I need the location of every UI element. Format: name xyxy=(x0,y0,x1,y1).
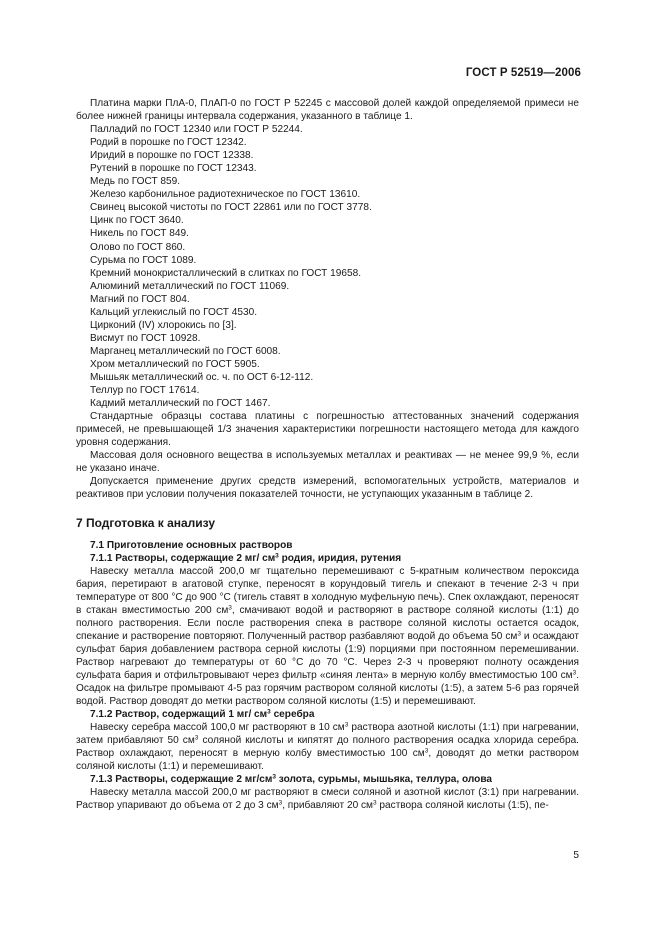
list-item: Цинк по ГОСТ 3640. xyxy=(90,215,184,227)
list-item: Рутений в порошке по ГОСТ 12343. xyxy=(90,163,257,175)
list-item: Палладий по ГОСТ 12340 или ГОСТ Р 52244. xyxy=(90,124,303,136)
list-item: Сурьма по ГОСТ 1089. xyxy=(90,254,197,266)
heading-text: 7.1.3 Растворы, содержащие 2 мг/см xyxy=(90,774,273,786)
list-item: Мышьяк металлический ос. ч. по ОСТ 6-12-112. xyxy=(90,371,314,383)
subsection-7-1-3-heading xyxy=(76,773,579,786)
text-span: , доводят до метки раствором соляной кислоты (1:1) и перемешивают. xyxy=(76,748,579,773)
text-span: . Осадок на фильтре промывают 4-5 раз горячим раствором соляной кислоты (1:5), а затем 5-6 раз горячей водой. Раствор доводят до метки раствором соляной кислоты (1:5) и перемешивают. xyxy=(76,669,579,708)
list-item: Никель по ГОСТ 849. xyxy=(90,228,189,240)
purity-paragraph: Массовая доля основного вещества в используемых металлах и реактивах — не менее 99,9 %, если не указано иначе. xyxy=(76,450,579,475)
superscript: 3 xyxy=(572,669,577,677)
text-span: раствора азотной кислоты (1:1) при нагревании, затем прибавляют 50 см xyxy=(76,722,579,747)
list-item: Висмут по ГОСТ 10928. xyxy=(90,332,201,344)
list-item: Цирконий (IV) хлорокись по [3]. xyxy=(90,319,237,331)
list-item: Железо карбонильное радиотехническое по ГОСТ 13610. xyxy=(90,189,361,201)
page-content xyxy=(76,97,579,812)
samples-paragraph: Стандартные образцы состава платины с погрешностью аттестованных значений содержания примесей, не превышающей 1/3 значения характеристики погрешности настоящего метода для каждого уровня содержания. xyxy=(76,411,579,449)
standard-header: ГОСТ Р 52519—2006 xyxy=(465,67,581,79)
heading-text: 7.1.1 Растворы, содержащие 2 мг/ см xyxy=(90,552,276,564)
heading-text: золота, сурьмы, мышьяка, теллура, олова xyxy=(276,774,493,786)
list-item: Магний по ГОСТ 804. xyxy=(90,293,190,305)
intro-paragraph: Платина марки ПлА-0, ПлАП-0 по ГОСТ Р 52245 с массовой долей каждой определяемой примеси не более нижней границы интервала содержания, указанного в таблице 1. xyxy=(76,98,579,123)
heading-text: серебра xyxy=(270,709,315,721)
text-span: соляной кислоты и кипятят до полного растворения осадка хлорида серебра. Раствор охлаждают, переносят в мерную колбу вместимостью 100 см xyxy=(76,735,579,760)
text-span: и осаждают сульфат бария добавлением раствора серной кислоты (1:9) порциями при постоянном перемешивании. Раствор нагревают до температуры от 60 °С до 70 °С. Через 2-3 ч проверяют полноту осаждения сульфата бария и отфильтровывают через фильтр «синяя лента» в мерную колбу вместимостью 100 см xyxy=(76,630,580,681)
text-span: , прибавляют 20 см xyxy=(282,800,373,812)
superscript: 3 xyxy=(424,747,429,755)
heading-text: родия, иридия, рутения xyxy=(278,552,402,564)
text-span: Навеску металла массой 200,0 мг тщательно перемешивают с 5-кратным количеством пероксида бария, перетирают в агатовой ступке, переносят в корундовый тигель и спекают в течение 2-3 ч при температуре от 800 °С до 900 °С (тигель ставят в холодную муфельную печь). Спек охлаждают, переносят в стакан вместимостью 200 см xyxy=(76,565,579,616)
superscript: 3 xyxy=(278,799,283,807)
list-item: Марганец металлический по ГОСТ 6008. xyxy=(90,345,281,357)
subsection-7-1-1-heading xyxy=(76,552,579,565)
list-item: Кальций углекислый по ГОСТ 4530. xyxy=(90,306,258,318)
superscript: 3 xyxy=(272,773,276,781)
list-item: Иридий в порошке по ГОСТ 12338. xyxy=(90,150,254,162)
list-item: Свинец высокой чистоты по ГОСТ 22861 или по ГОСТ 3778. xyxy=(90,202,372,214)
superscript: 3 xyxy=(344,721,349,729)
subsection-7-1-2-text xyxy=(76,721,579,773)
list-item: Теллур по ГОСТ 17614. xyxy=(90,385,200,397)
superscript: 3 xyxy=(275,552,279,560)
text-span: Навеску серебра массой 100,0 мг растворяют в 10 см xyxy=(90,722,345,734)
superscript: 3 xyxy=(267,708,271,716)
subsection-7-1-2-heading xyxy=(76,708,579,721)
list-item: Хром металлический по ГОСТ 5905. xyxy=(90,358,260,370)
list-item: Кадмий металлический по ГОСТ 1467. xyxy=(90,398,271,410)
superscript: 3 xyxy=(372,799,377,807)
subsection-7-1-heading: 7.1 Приготовление основных растворов xyxy=(90,539,293,551)
heading-text: 7.1.2 Раствор, содержащий 1 мг/ см xyxy=(90,709,268,721)
list-item: Олово по ГОСТ 860. xyxy=(90,241,186,253)
alternatives-paragraph: Допускается применение других средств измерений, вспомогательных устройств, материалов и реактивов при условии получения показателей точности, не уступающих указанным в таблице 2. xyxy=(76,476,579,501)
list-item: Алюминий металлический по ГОСТ 11069. xyxy=(90,280,290,292)
superscript: 3 xyxy=(228,604,232,612)
subsection-7-1-1-text xyxy=(76,565,579,709)
section-7-heading: 7 Подготовка к анализу xyxy=(76,516,216,531)
list-item: Медь по ГОСТ 859. xyxy=(90,176,181,188)
text-span: , смачивают водой и растворяют в растворе соляной кислоты (1:1) до полного растворения. Если после растворения спека в растворе соляной кислоты остается осадок, спекание и растворение повторяют. Полученный раствор разбавляют водой до объема 50 см xyxy=(76,604,579,642)
text-span: раствора соляной кислоты (1:5), пе- xyxy=(376,800,549,812)
list-item: Родий в порошке по ГОСТ 12342. xyxy=(90,137,247,149)
subsection-7-1-3-text xyxy=(76,786,579,812)
page-number: 5 xyxy=(573,850,579,861)
list-item: Кремний монокристаллический в слитках по ГОСТ 19658. xyxy=(90,267,362,279)
text-span: Навеску металла массой 200,0 мг растворяют в смеси соляной и азотной кислот (3:1) при нагревании. Раствор упаривают до объема от 2 до 3 см xyxy=(76,787,579,812)
materials-list xyxy=(76,123,579,410)
superscript: 3 xyxy=(194,734,199,742)
superscript: 3 xyxy=(517,630,521,638)
